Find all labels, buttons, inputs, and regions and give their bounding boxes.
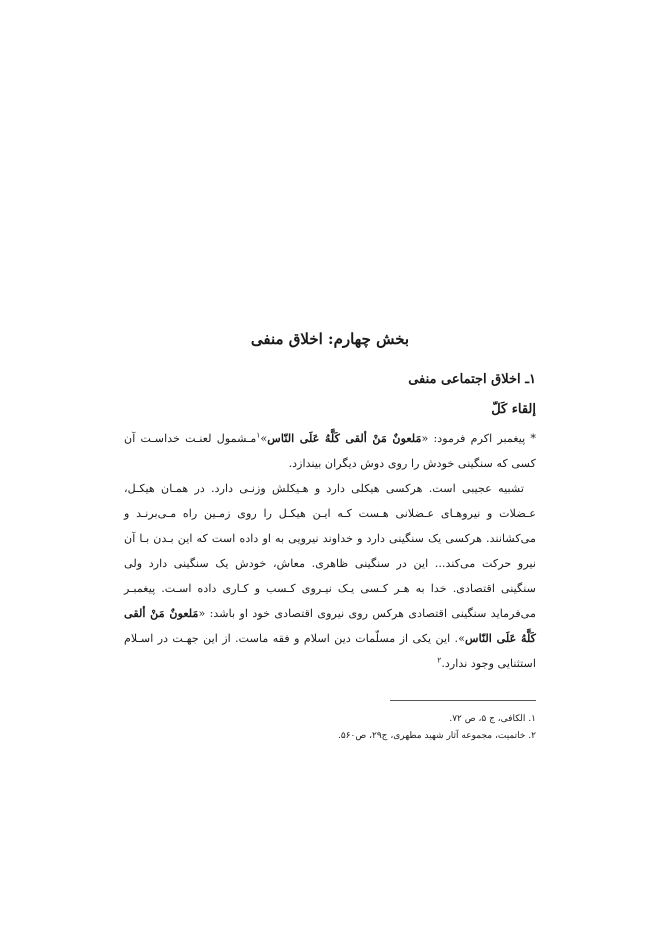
paragraph-1-prefix: * پیغمبر اکرم فرمود: «: [421, 432, 536, 445]
footnote-mark-2[interactable]: ۲: [437, 655, 442, 665]
subsection-title: إلقاء کَلّ: [491, 402, 536, 417]
paragraph-1: [124, 426, 536, 476]
paragraph-2-text: تشبیه عجیبی است. هرکسی هیکلی دارد و هـیکلش وزنـی دارد. در همـان هیکـل، عـضلات و نیروهـای عـضلانی هـست کـه ایـن هیکـل را روی زمـین راه مـی‌برنـد و می‌کشانند. هرکسی یک سنگینی دارد و خداوند نیرویی به او داده است که این بـدن بـا آن نیرو حرکت می‌کند... این در سنگینی ظاهری. معاش، خودش یک سنگینی دارد ولی سنگینی اقتصادی. خدا به هـر کـسی یـک نیـروی کـسب و کـاری داده اسـت. پیغمبـر می‌فرماید سنگینی اقتصادی هرکس روی نیروی اقتصادی خود او باشد: «: [124, 482, 536, 620]
book-page: [124, 0, 536, 935]
footnotes: [124, 711, 536, 745]
body-text: [124, 426, 536, 676]
footnote-mark-1[interactable]: ۱: [256, 430, 261, 440]
part-title: بخش چهارم: اخلاق منفی: [250, 330, 410, 348]
footnote-divider: [390, 700, 536, 701]
paragraph-1-rest: مـشمول لعنـت خداسـت آن کسی که سنگینی خودش را روی دوش دیگران بیندازد.: [124, 432, 536, 470]
footnote-1: ۱. الکافی، ج ۵، ص ۷۲.: [449, 714, 536, 724]
footnote-2: ۲. خاتمیت، مجموعه آثار شهید مطهری، ج۲۹، ص۵۶۰.: [337, 731, 536, 741]
paragraph-2: [124, 476, 536, 676]
quote-close: »: [260, 432, 268, 445]
section-title: ۱ـ اخلاق اجتماعی منفی: [408, 372, 536, 387]
hadith-quote: مَلعونٌ مَنْ ألقی کَلَّهُ عَلَی النّاس: [267, 431, 422, 445]
paragraph-2-rest: ». این یکی از مسلّمات دین اسلام و فقه ماست. از این جهـت در اسـلام استثنایی وجود ندارد.: [124, 632, 536, 670]
hadith-quote-repeat: مَلعونٌ مَنْ ألقی کَلَّهُ عَلَی النّاس: [124, 606, 536, 645]
